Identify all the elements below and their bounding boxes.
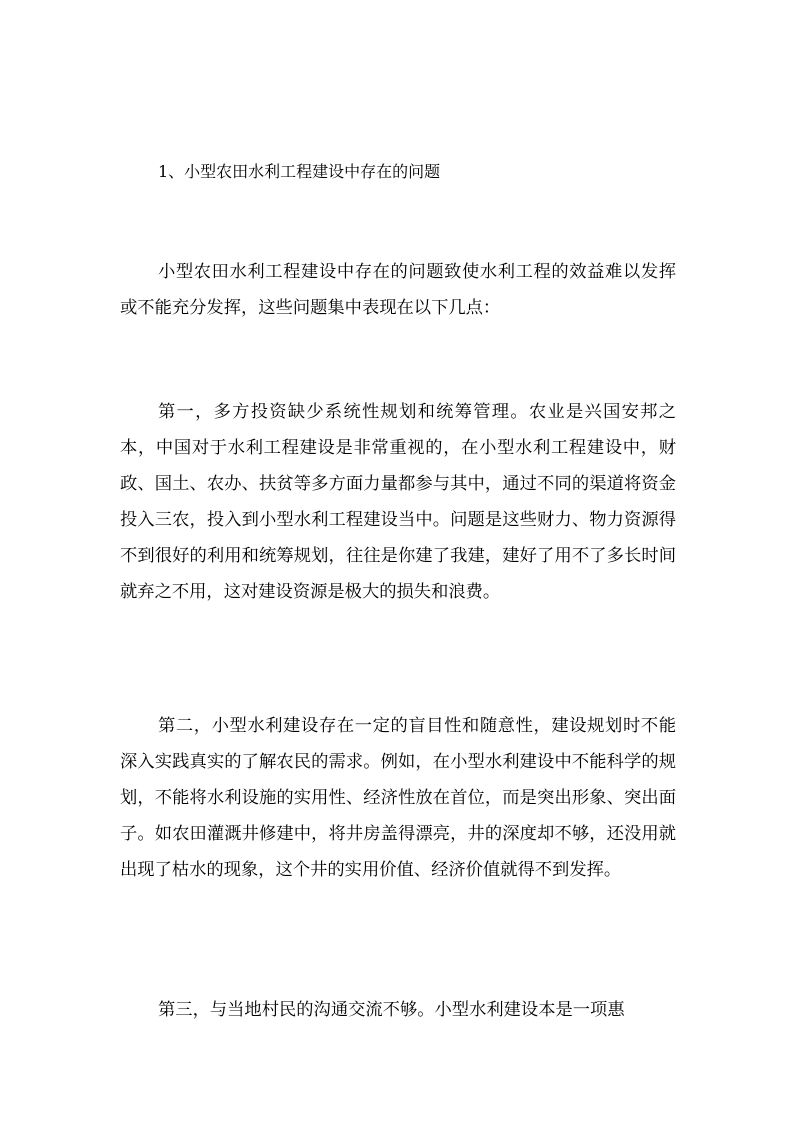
paragraph-first-point: 第一，多方投资缺少系统性规划和统筹管理。农业是兴国安邦之本，中国对于水利工程建设是非常重视的，在小型水利工程建设中，财政、国土、农办、扶贫等多方面力量都参与其中，通过不同的渠道将资金投入三农，投入到小型水利工程建设当中。问题是这些财力、物力资源得不到很好的利用和统筹规划，往往是你建了我建，建好了用不了多长时间就弃之不用，这对建设资源是极大的损失和浪费。: [120, 402, 676, 602]
paragraph-second-point: 第二，小型水利建设存在一定的盲目性和随意性，建设规划时不能深入实践真实的了解农民的需求。例如，在小型水利建设中不能科学的规划，不能将水利设施的实用性、经济性放在首位，而是突出形象、突出面子。如农田灌溉井修建中，将井房盖得漂亮，井的深度却不够，还没用就出现了枯水的现象，这个井的实用价值、经济价值就得不到发挥。: [120, 716, 676, 880]
paragraph-intro: 小型农田水利工程建设中存在的问题致使水利工程的效益难以发挥或不能充分发挥，这些问题集中表现在以下几点：: [120, 262, 676, 318]
section-heading: 1、小型农田水利工程建设中存在的问题: [158, 162, 441, 181]
paragraph-third-point: 第三，与当地村民的沟通交流不够。小型水利建设本是一项惠: [158, 1000, 625, 1020]
